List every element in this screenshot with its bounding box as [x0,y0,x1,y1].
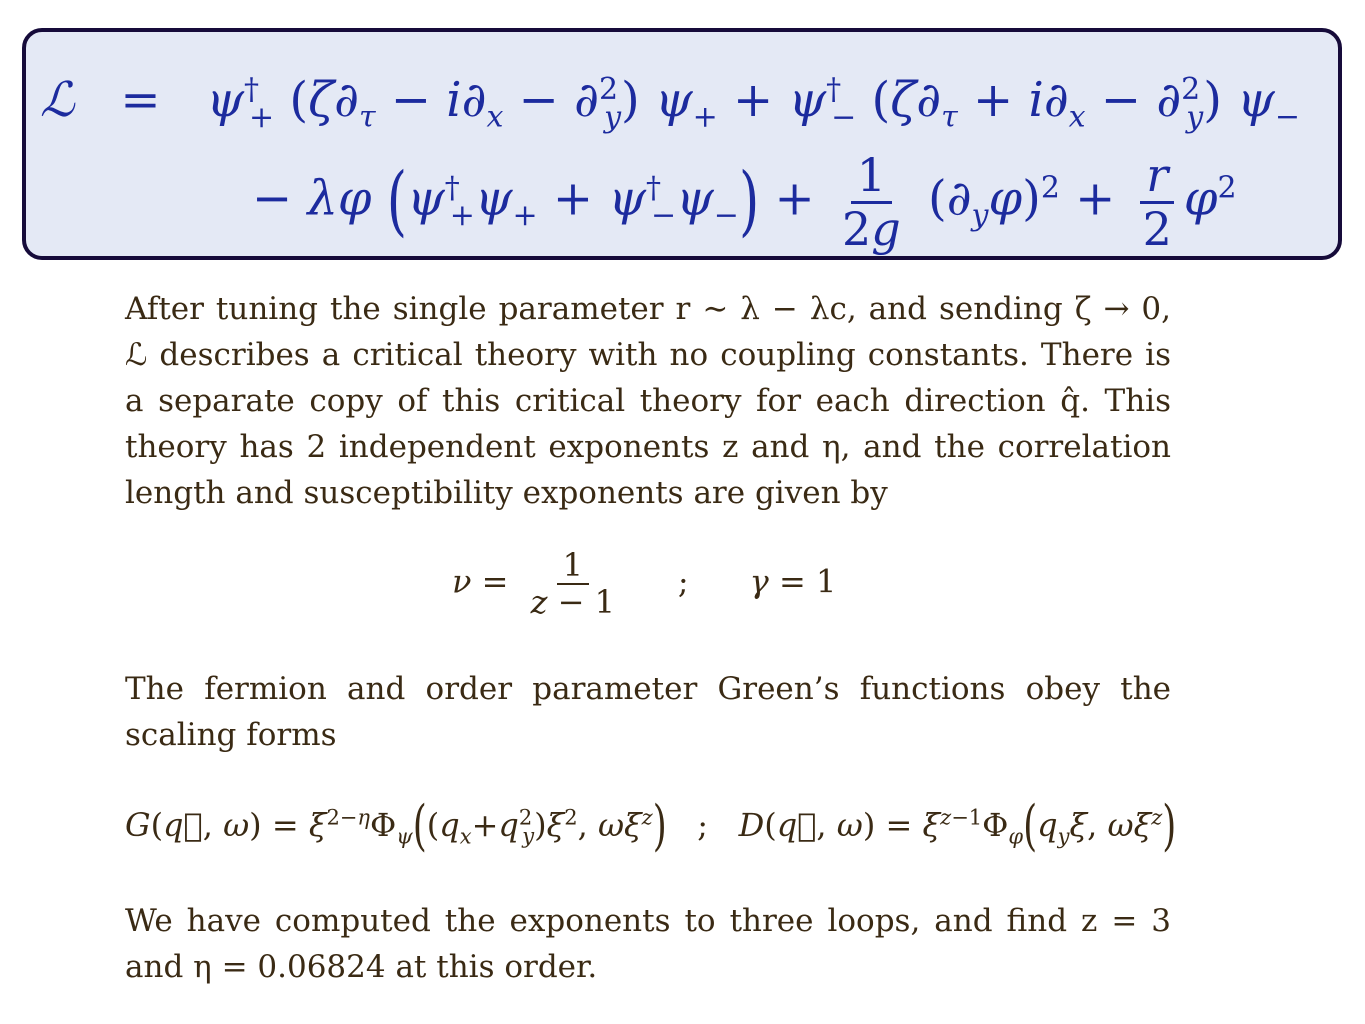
equation-exponents: ν = $\frac{1}{z - 1}$ ; γ = 1 [452,546,837,622]
equation-scaling-forms: G(q⃗, $\omega) = \xi^{2-\eta}\Phi_\psi((q_x+q^2_y)\xi^2$, $\omega\xi^z$) ; D(q⃗, $\omega) = \xi^{z-1}\Phi_\varphi(q_y\xi$, $\omega\xi^z$) [125,795,1177,858]
lagrangian-box [22,28,1342,260]
paragraph-green-functions: The fermion and order parameter Green’s functions obey the scaling forms [125,671,1171,753]
lagrangian-line-1: ℒ = $\psi^\dagger_+$ $(\zeta\partial_\tau - i\partial_x - \partial^2_y) \psi_+ + \psi^\dagger_-$ $(\zeta\partial_\tau + i\partial_x - \partial^2_y)$ $\psi_-$ [40,72,1300,135]
lagrangian-line-2: − λφ $(\psi^\dagger_+\psi_+ + \psi^\dagger_-\psi_-)$ + $\frac{1}{2g}$ $(\partial_y\varphi)^2$ + $\frac{r}{2}$ $\varphi^2$ [252,148,1237,256]
paragraph-three-loops: We have computed the exponents to three loops, and find z = 3 and η = 0.06824 at this order. [125,903,1171,985]
paragraph-critical-theory: After tuning the single parameter r ∼ λ − λc, and sending ζ → 0, ℒ describes a critical theory with no coupling constants. There is a separate copy of this critical theory for each direction q̂. This theory has 2 independent exponents z and η, and the correlation length and susceptibility exponents are given by [125,291,1171,511]
